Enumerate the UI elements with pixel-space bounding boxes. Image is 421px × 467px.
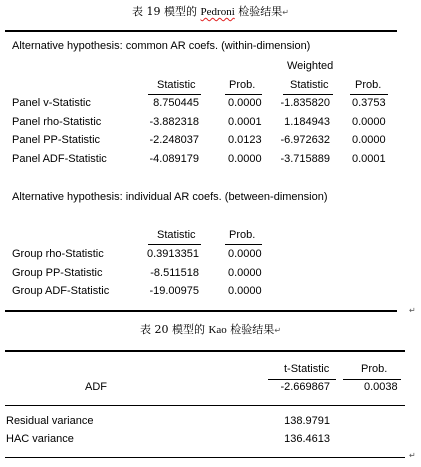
weighted-statistic-value: -6.972632 <box>280 134 330 146</box>
kao-adf-prob: 0.0038 <box>364 381 398 393</box>
table20-caption-test-name: Kao <box>208 324 227 336</box>
table20-top-rule <box>5 350 405 352</box>
table-row-label: Panel ADF-Statistic <box>12 153 107 165</box>
paragraph-mark-icon: ↵ <box>409 306 416 315</box>
prob-value: 0.0000 <box>228 153 262 165</box>
weighted-prob-value: 0.0001 <box>352 153 386 165</box>
between-dimension-heading: Alternative hypothesis: individual AR coefs. (between-dimension) <box>12 191 328 203</box>
weighted-prob-value: 0.0000 <box>352 134 386 146</box>
weighted-label: Weighted <box>287 60 334 72</box>
variance-value: 136.4613 <box>284 433 330 445</box>
table19-caption-prefix: 表 19 模型的 <box>132 5 201 18</box>
kao-header-prob: Prob. <box>361 363 388 375</box>
paragraph-mark-icon: ↵ <box>282 8 289 17</box>
kao-header-underline <box>343 379 401 380</box>
statistic-value: -19.00975 <box>149 285 199 297</box>
table20-caption-prefix: 表 20 模型的 <box>139 323 209 336</box>
prob-value: 0.0000 <box>228 97 262 109</box>
table20-bottom-rule <box>5 457 405 458</box>
table19-caption-suffix: 检验结果 <box>234 5 283 18</box>
table-row-label: Panel v-Statistic <box>12 97 91 109</box>
between-header-statistic: Statistic <box>157 229 196 241</box>
within-header-weighted-prob: Prob. <box>355 79 382 91</box>
between-header-underline <box>148 244 201 245</box>
prob-value: 0.0000 <box>228 248 262 260</box>
kao-header-t-statistic: t-Statistic <box>284 363 330 375</box>
table-row-label: HAC variance <box>6 433 74 445</box>
table-row-label: Panel rho-Statistic <box>12 116 102 128</box>
weighted-prob-value: 0.0000 <box>352 116 386 128</box>
between-header-underline <box>225 244 262 245</box>
kao-adf-label: ADF <box>85 381 107 393</box>
prob-value: 0.0000 <box>228 267 262 279</box>
paragraph-mark-icon: ↵ <box>409 451 416 460</box>
table20-caption-suffix: 检验结果 <box>226 323 275 336</box>
within-header-statistic: Statistic <box>157 79 196 91</box>
statistic-value: 0.3913351 <box>147 248 199 260</box>
table-row-label: Group ADF-Statistic <box>12 285 110 297</box>
table-row-label: Group rho-Statistic <box>12 248 104 260</box>
table19-caption <box>0 5 421 20</box>
within-dimension-heading: Alternative hypothesis: common AR coefs. (within-dimension) <box>12 40 311 52</box>
within-header-underline <box>350 94 388 95</box>
prob-value: 0.0000 <box>228 285 262 297</box>
prob-value: 0.0123 <box>228 134 262 146</box>
statistic-value: -2.248037 <box>149 134 199 146</box>
table20-caption <box>0 323 421 338</box>
statistic-value: 8.750445 <box>153 97 199 109</box>
statistic-value: -3.882318 <box>149 116 199 128</box>
table-row-label: Panel PP-Statistic <box>12 134 101 146</box>
kao-header-underline <box>268 379 336 380</box>
within-header-underline <box>283 94 333 95</box>
between-header-prob: Prob. <box>229 229 256 241</box>
within-header-underline <box>225 94 262 95</box>
within-header-weighted-statistic: Statistic <box>290 79 329 91</box>
weighted-statistic-value: -1.835820 <box>280 97 330 109</box>
paragraph-mark-icon: ↵ <box>274 326 282 335</box>
within-header-underline <box>148 94 201 95</box>
prob-value: 0.0001 <box>228 116 262 128</box>
table19-caption-test-name: Pedroni <box>200 6 235 18</box>
table19-bottom-rule <box>5 310 397 312</box>
table-row-label: Group PP-Statistic <box>12 267 103 279</box>
table19-top-rule <box>5 30 397 32</box>
variance-value: 138.9791 <box>284 415 330 427</box>
table20-mid-rule <box>5 405 405 406</box>
weighted-statistic-value: -3.715889 <box>280 153 330 165</box>
table-row-label: Residual variance <box>6 415 94 427</box>
weighted-statistic-value: 1.184943 <box>284 116 330 128</box>
kao-adf-t-statistic: -2.669867 <box>280 381 330 393</box>
statistic-value: -8.511518 <box>150 267 199 279</box>
within-header-prob: Prob. <box>229 79 256 91</box>
weighted-prob-value: 0.3753 <box>352 97 386 109</box>
statistic-value: -4.089179 <box>149 153 199 165</box>
